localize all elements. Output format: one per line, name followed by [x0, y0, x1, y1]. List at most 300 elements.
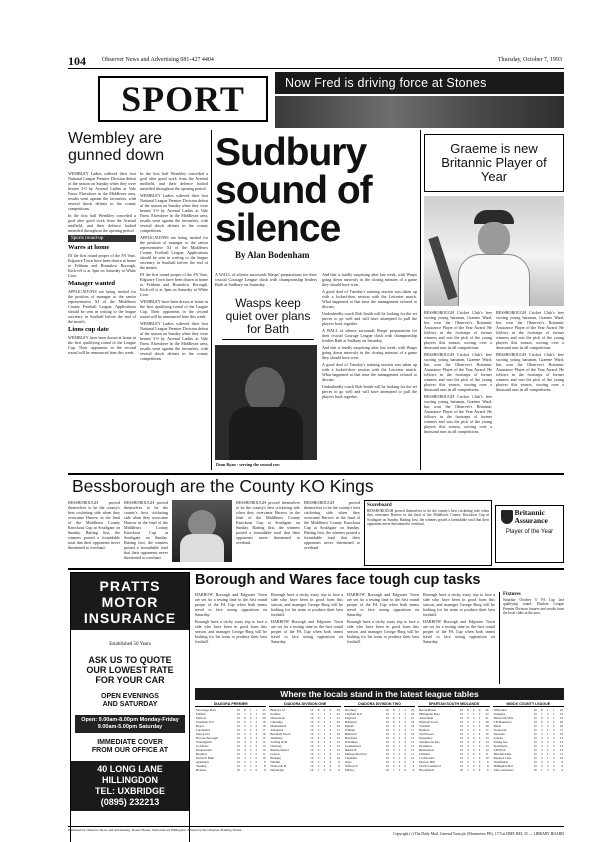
table-cell: 2 — [317, 764, 320, 768]
table-cell: 4 — [392, 740, 395, 744]
graeme-paragraph: BESSBOROUGH Cricket Club's free scoring young batsman, Graeme Ward, has won the Observer's Britannic Assurance Player of the Year Award. He follows in the footsteps of former winners and was the pick of the young players this season, scoring over a thousand runs in all competitions. — [496, 352, 564, 392]
table-cell: 13 — [559, 744, 564, 748]
table-cell: 10 — [236, 712, 240, 716]
table-cell: 5 — [478, 744, 481, 748]
table-cell: 2 — [467, 764, 469, 768]
table-cell: 10 — [533, 728, 537, 732]
table-cell: 8 — [392, 708, 395, 712]
table-cell: 3 — [478, 728, 481, 732]
table-cell: 10 — [533, 708, 537, 712]
table-cell: 4 — [404, 732, 406, 736]
table-cell: 3 — [540, 756, 543, 760]
table-cell: 2 — [249, 716, 252, 720]
team-name: Maidenhead — [270, 724, 287, 728]
bessborough-body-col3 — [236, 500, 300, 565]
sudbury-paragraph: Undoubtedly coach Rob Smith will be looking for the set pieces to go well and will have attempted to pull the players back together. — [322, 384, 417, 399]
table-cell: 5 — [552, 744, 555, 748]
table-cell: 6 — [478, 764, 481, 768]
league-table-title: DIADORA PREMIER — [195, 702, 266, 707]
table-cell: 4 — [244, 740, 246, 744]
table-cell: 11 — [262, 752, 266, 756]
table-cell: 15 — [485, 736, 489, 740]
league-table — [344, 702, 415, 822]
table-cell: 4 — [467, 740, 469, 744]
table-cell: 10 — [411, 756, 415, 760]
borough-body-col4 — [423, 592, 495, 684]
table-cell: 10 — [533, 744, 537, 748]
table-cell: 10 — [310, 756, 314, 760]
roundup-box — [68, 235, 136, 242]
tables-banner-text: Where the locals stand in the latest league tables — [280, 689, 479, 699]
table-cell: 10 — [385, 768, 389, 772]
table-cell: 1 — [249, 756, 252, 760]
team-name: Uxbridge — [270, 720, 283, 724]
table-cell: 6 — [552, 768, 555, 772]
table-cell: 5 — [540, 724, 543, 728]
table-cell: 5 — [540, 728, 543, 732]
table-cell: 4 — [478, 740, 481, 744]
table-cell: 3 — [546, 724, 549, 728]
table-cell: 10 — [459, 752, 463, 756]
table-cell: 1 — [546, 708, 549, 712]
pratts-ad — [70, 572, 190, 842]
table-cell: 6 — [392, 720, 395, 724]
table-cell: 10 — [236, 716, 240, 720]
table-cell: 2 — [546, 740, 549, 744]
wembley-paragraph: WEMBLEY have been drawn at home in the first qualifying round of the League Cup. Their opponents in the second round will be announced later this week. — [140, 299, 208, 319]
table-cell: 2 — [398, 752, 401, 756]
table-cell: 3 — [546, 748, 549, 752]
table-cell: 16 — [559, 732, 564, 736]
sudbury-paragraph: A good deal of Tuesday's training session was taken up with a locked-door session with the Leicester match. What happened at that time the management refused to discuss. — [322, 289, 417, 309]
ad-banner — [71, 573, 189, 630]
table-cell: 5 — [244, 724, 246, 728]
table-cell: 5 — [404, 760, 406, 764]
table-cell: 6 — [244, 720, 246, 724]
league-table-grid — [493, 708, 564, 772]
table-cell: 25 — [411, 708, 415, 712]
bessborough-body-col1 — [68, 500, 120, 565]
table-cell: 1 — [249, 708, 252, 712]
table-cell: 25 — [559, 708, 564, 712]
table-cell: 18 — [262, 724, 266, 728]
table-cell: 5 — [478, 760, 481, 764]
league-table-grid — [269, 708, 340, 772]
table-cell: 2 — [323, 708, 326, 712]
britannic-logo — [495, 505, 564, 563]
logo-row — [498, 509, 561, 525]
footer-imprint: Published by Observer News and Advertising, Dorset House, Station Road, Hillingdon. Printed by the Observer Printing Works. — [68, 828, 242, 832]
table-cell: 10 — [310, 732, 314, 736]
table-cell: 10 — [310, 768, 314, 772]
table-cell: 3 — [398, 736, 401, 740]
ad-cta-line: OUR LOWEST RATE — [86, 665, 174, 675]
table-cell: 5 — [404, 744, 406, 748]
table-cell: 10 — [459, 720, 463, 724]
table-cell: 10 — [310, 760, 314, 764]
table-cell: 4 — [244, 736, 246, 740]
table-cell: 6 — [478, 756, 481, 760]
team-name: Edgware — [344, 716, 357, 720]
table-cell: 6 — [392, 716, 395, 720]
table-cell: 10 — [385, 740, 389, 744]
table-cell: 1 — [546, 744, 549, 748]
table-cell: 1 — [552, 712, 555, 716]
league-table — [195, 702, 266, 822]
publication-name: Observer News and Advertising 081-427 4404 — [102, 57, 214, 63]
photo-caption: Dean Ryan - serving the second row — [216, 462, 280, 467]
table-cell: 10 — [310, 724, 314, 728]
table-cell: 18 — [411, 724, 415, 728]
table-cell: 3 — [249, 760, 252, 764]
table-cell: 10 — [310, 716, 314, 720]
table-cell: 14 — [559, 740, 564, 744]
table-cell: 2 — [249, 712, 252, 716]
table-row — [418, 768, 489, 772]
table-cell: 9 — [487, 760, 489, 764]
league-table-title: MIDDX COUNTY LEAGUE — [493, 702, 564, 707]
table-cell: 2 — [392, 760, 395, 764]
header-rule — [68, 68, 564, 69]
table-cell: 3 — [546, 760, 549, 764]
table-cell: 5 — [392, 728, 395, 732]
section-rule — [68, 568, 564, 570]
table-cell: 1 — [398, 744, 401, 748]
table-cell: 10 — [310, 744, 314, 748]
table-cell: 9 — [338, 760, 340, 764]
table-cell: 3 — [329, 728, 332, 732]
team-name: Hanworth Villa — [493, 716, 514, 720]
table-cell: 2 — [472, 740, 475, 744]
table-cell: 2 — [478, 712, 481, 716]
table-cell: 5 — [244, 732, 246, 736]
table-cell: 3 — [398, 768, 401, 772]
table-cell: 2 — [540, 764, 543, 768]
team-name: Wembley — [270, 736, 283, 740]
table-cell: 13 — [411, 744, 415, 748]
table-cell: 20 — [485, 720, 489, 724]
team-name: Wokingham — [196, 740, 212, 744]
table-cell: 1 — [472, 712, 475, 716]
page-number: 104 — [68, 54, 86, 68]
table-cell: 10 — [385, 736, 389, 740]
table-cell: 10 — [459, 764, 463, 768]
wembley-paragraph: In the first half Wembley conceded a goal after good work from the Arsenal midfield, and their defence looked unsettled throughout the opening period. — [68, 213, 136, 233]
table-cell: 5 — [478, 752, 481, 756]
table-cell: 2 — [546, 764, 549, 768]
table-cell: 10 — [385, 732, 389, 736]
table-cell: 2 — [472, 720, 475, 724]
table-cell: 6 — [561, 768, 564, 772]
bessborough-headline: Bessborough are the County KO Kings — [72, 476, 374, 496]
team-name: Harefield — [344, 736, 357, 740]
table-cell: 26 — [485, 708, 489, 712]
table-cell: 6 — [338, 768, 340, 772]
team-name: CB Hounslow — [493, 720, 512, 724]
table-cell: 4 — [478, 748, 481, 752]
table-cell: 1 — [249, 732, 252, 736]
player-body — [458, 254, 530, 306]
table-cell: 4 — [329, 748, 332, 752]
table-cell: 10 — [459, 724, 463, 728]
table-cell: 22 — [336, 712, 340, 716]
table-cell: 21 — [411, 716, 415, 720]
team-name: Sandgate — [493, 712, 506, 716]
table-cell: 10 — [310, 708, 314, 712]
table-cell: 1 — [552, 716, 555, 720]
table-cell: 15 — [411, 736, 415, 740]
table-cell: 1 — [249, 744, 252, 748]
table-cell: 3 — [398, 748, 401, 752]
table-cell: 8 — [338, 764, 340, 768]
team-name: Hillingdon Res — [493, 764, 514, 768]
ad-cta-line: FOR YOUR CAR — [95, 675, 165, 685]
table-cell: 9 — [412, 760, 415, 764]
table-cell: 14 — [485, 740, 489, 744]
team-name: Kingstonian — [196, 748, 212, 752]
table-cell: 3 — [404, 736, 406, 740]
table-cell: 10 — [533, 768, 537, 772]
team-name: Jolly Gardeners — [493, 768, 514, 772]
team-name: Neasden — [493, 732, 505, 736]
top-headline-photo — [275, 96, 564, 128]
team-name: Northwood — [419, 732, 434, 736]
league-table-grid — [195, 708, 266, 772]
team-name: Hemel H — [344, 748, 357, 752]
table-cell: 2 — [472, 752, 475, 756]
team-name: Chesham Utd — [196, 720, 214, 724]
table-cell: 1 — [404, 708, 406, 712]
table-cell: 2 — [552, 720, 555, 724]
table-cell: 2 — [249, 728, 252, 732]
team-name: St Albans — [196, 744, 209, 748]
team-name: Metropolitan Pol — [344, 752, 367, 756]
table-cell: 16 — [411, 732, 415, 736]
borough-paragraph: Borough have a tricky away trip to face a side who have been in good form this season, and manager George Borg will be looking for his team to produce their best football. — [195, 619, 267, 644]
scorecard — [364, 500, 492, 566]
table-cell: 2 — [244, 760, 246, 764]
table-cell: 3 — [472, 748, 475, 752]
table-cell: 2 — [478, 720, 481, 724]
lions-paragraph: WEMBLEY have been drawn at home in the first qualifying round of the League Cup. Their opponents in the second round will be announced later this week. — [68, 335, 136, 355]
table-cell: 17 — [336, 728, 340, 732]
table-cell: 10 — [533, 748, 537, 752]
logo-name: Britannic Assurance — [514, 508, 548, 525]
table-cell: 10 — [385, 724, 389, 728]
team-name: Ealing Ass — [493, 740, 508, 744]
table-cell: 2 — [323, 720, 326, 724]
bessborough-paragraph: BESSBOROUGH proved themselves to be the county's best cricketing side when they overcame Harrow in the final of the Middlesex County Knockout Cup at Southgate on Sunday. Batting first, the winners posted a formidable total that their opponents never threatened to overhaul. — [236, 500, 300, 545]
table-cell: 10 — [459, 716, 463, 720]
team-name: Stevenage Boro — [196, 708, 217, 712]
table-cell: 10 — [262, 756, 266, 760]
table-cell: 3 — [546, 768, 549, 772]
table-cell: 10 — [236, 756, 240, 760]
table-cell: 10 — [533, 740, 537, 744]
graeme-paragraph: BESSBOROUGH Cricket Club's free scoring young batsman, Graeme Ward, has won the Observer's Britannic Assurance Player of the Year Award. He follows in the footsteps of former winners and was the pick of the young players this season, scoring over a thousand runs in all competitions. — [424, 352, 492, 392]
table-cell: 22 — [485, 712, 489, 716]
team-name: Saffron W — [344, 764, 359, 768]
table-cell: 3 — [323, 724, 326, 728]
table-cell: 0 — [478, 708, 481, 712]
table-cell: 1 — [255, 708, 258, 712]
ad-hours-line: 9.00am-5.00pm Saturday — [97, 724, 163, 730]
team-name: LPOSSA — [493, 748, 506, 752]
table-cell: 4 — [329, 732, 332, 736]
team-name: Barking — [270, 756, 281, 760]
table-cell: 10 — [533, 716, 537, 720]
table-cell: 3 — [552, 728, 555, 732]
table-cell: 3 — [255, 728, 258, 732]
sudbury-paragraph: And that is hardly surprising after last week, with Wasps going down narrowly in the closing minutes of a game they should have won. — [322, 345, 417, 360]
table-cell: 2 — [392, 764, 395, 768]
table-cell: 1 — [472, 756, 475, 760]
ad-cta — [71, 655, 189, 685]
table-cell: 5 — [255, 760, 258, 764]
table-cell: 12 — [485, 748, 489, 752]
table-cell: 4 — [467, 736, 469, 740]
ad-address-line: 40 LONG LANE — [97, 764, 163, 774]
table-cell: 16 — [336, 732, 340, 736]
sudbury-byline: By Alan Bodenham — [235, 250, 310, 260]
table-cell: 1 — [478, 716, 481, 720]
table-cell: 2 — [478, 724, 481, 728]
table-cell: 6 — [244, 716, 246, 720]
table-cell: 10 — [385, 744, 389, 748]
table-cell: 2 — [249, 740, 252, 744]
wembley-paragraph: In the first half Wembley conceded a goal after good work from the Arsenal midfield, and their defence looked unsettled throughout the opening period. — [140, 171, 208, 191]
table-cell: 5 — [244, 728, 246, 732]
team-name: Wivenhoe — [344, 740, 358, 744]
league-tables — [195, 702, 564, 822]
team-name: Kingsbury — [419, 736, 433, 740]
team-name: Marlow — [196, 716, 207, 720]
team-name: Willesden — [493, 708, 507, 712]
team-name: Hayes — [196, 724, 204, 728]
team-name: Glacier — [493, 736, 504, 740]
table-row — [269, 768, 340, 772]
table-cell: 14 — [336, 740, 340, 744]
table-row — [195, 768, 266, 772]
wembley-body-col1 — [68, 171, 136, 468]
wembley-headline: Wembley are gunned down — [68, 130, 165, 164]
table-cell: 2 — [472, 708, 475, 712]
table-cell: 8 — [540, 708, 543, 712]
table-cell: 2 — [323, 752, 326, 756]
footer-rule — [68, 826, 564, 827]
sudbury-headline: Sudbury sound of silence — [215, 131, 372, 250]
ad-address-line: HILLINGDON — [102, 775, 158, 785]
table-cell: 12 — [336, 748, 340, 752]
table-cell: 12 — [559, 748, 564, 752]
table-cell: 3 — [546, 716, 549, 720]
table-cell: 6 — [329, 756, 332, 760]
fixtures-title: Fixtures — [503, 592, 521, 597]
table-cell: 3 — [398, 724, 401, 728]
team-name: Bromley — [196, 752, 208, 756]
table-cell: 10 — [459, 732, 463, 736]
table-cell: 5 — [255, 752, 258, 756]
table-cell: 6 — [540, 716, 543, 720]
table-cell: 10 — [236, 740, 240, 744]
table-cell: 8 — [487, 764, 489, 768]
section-rule — [68, 473, 564, 475]
table-cell: 2 — [552, 724, 555, 728]
ad-title: PRATTS MOTOR — [99, 578, 161, 610]
table-cell: 25 — [262, 708, 266, 712]
scorecard-title: Scoreboard — [367, 503, 392, 508]
borough-body-col2 — [271, 592, 343, 684]
team-name: Broadfields — [419, 768, 435, 772]
team-name: Cockfosters — [419, 756, 435, 760]
table-cell: 2 — [398, 712, 401, 716]
table-cell: 1 — [467, 768, 469, 772]
table-cell: 3 — [392, 756, 395, 760]
team-name: Purfleet — [270, 712, 281, 716]
table-cell: 4 — [404, 748, 406, 752]
table-cell: 1 — [398, 708, 401, 712]
table-cell: 10 — [310, 728, 314, 732]
table-cell: 10 — [459, 736, 463, 740]
table-cell: 2 — [323, 740, 326, 744]
player-shirt — [229, 407, 303, 460]
table-cell: 6 — [317, 720, 320, 724]
table-cell: 4 — [552, 732, 555, 736]
table-cell: 2 — [546, 712, 549, 716]
table-cell: 4 — [392, 744, 395, 748]
table-cell: 10 — [236, 760, 240, 764]
table-cell: 11 — [485, 752, 489, 756]
table-cell: 11 — [559, 752, 564, 756]
ad-cta-line: ASK US TO QUOTE — [88, 655, 172, 665]
table-cell: 10 — [310, 720, 314, 724]
footer-copyright: Copyright (c) The Daily Mail, General Trust plc (Mountview PK), 17/5 at HMP, BEL 35 — LIBRARY BOARD — [393, 832, 564, 836]
table-cell: 4 — [552, 748, 555, 752]
table-cell: 1 — [546, 732, 549, 736]
table-cell: 10 — [236, 768, 240, 772]
borough-paragraph: HARROW Borough and Edgware Town are set for a testing time in the first round proper of the FA Cup when both teams travel to face strong opposition on Saturday. — [423, 619, 495, 644]
table-cell: 17 — [559, 728, 564, 732]
table-cell: 2 — [323, 728, 326, 732]
table-cell: 5 — [317, 724, 320, 728]
wares-paragraph: IN the first round proper of the FA Vase, Edgware Town have been drawn at home to Feltham and Hounslow Borough. Kick-off is at 3pm on Saturday at White Lion. — [68, 253, 136, 278]
section-box — [98, 76, 268, 122]
table-cell: 5 — [317, 732, 320, 736]
team-name: Brimsdown — [419, 748, 435, 752]
graeme-headline-box — [424, 134, 564, 192]
team-name: Ware — [344, 760, 352, 764]
bessborough-body-col2 — [124, 500, 168, 565]
team-name: Hanwell Town — [419, 720, 438, 724]
graeme-body-col1 — [424, 310, 492, 468]
table-cell: 26 — [336, 708, 340, 712]
table-cell: 5 — [540, 732, 543, 736]
team-name: Harrow Hill — [419, 760, 435, 764]
table-cell: 10 — [385, 708, 389, 712]
top-headline-bar — [275, 72, 564, 94]
table-cell: 2 — [244, 764, 246, 768]
team-name: Leatherhead — [344, 744, 361, 748]
team-name: Walton & H — [270, 764, 286, 768]
table-cell: 10 — [533, 764, 537, 768]
table-cell: 21 — [559, 716, 564, 720]
table-cell: 2 — [398, 740, 401, 744]
table-cell: 6 — [487, 768, 489, 772]
table-cell: 3 — [472, 760, 475, 764]
table-cell: 10 — [236, 728, 240, 732]
table-cell: 7 — [244, 712, 246, 716]
table-cell: 10 — [236, 708, 240, 712]
